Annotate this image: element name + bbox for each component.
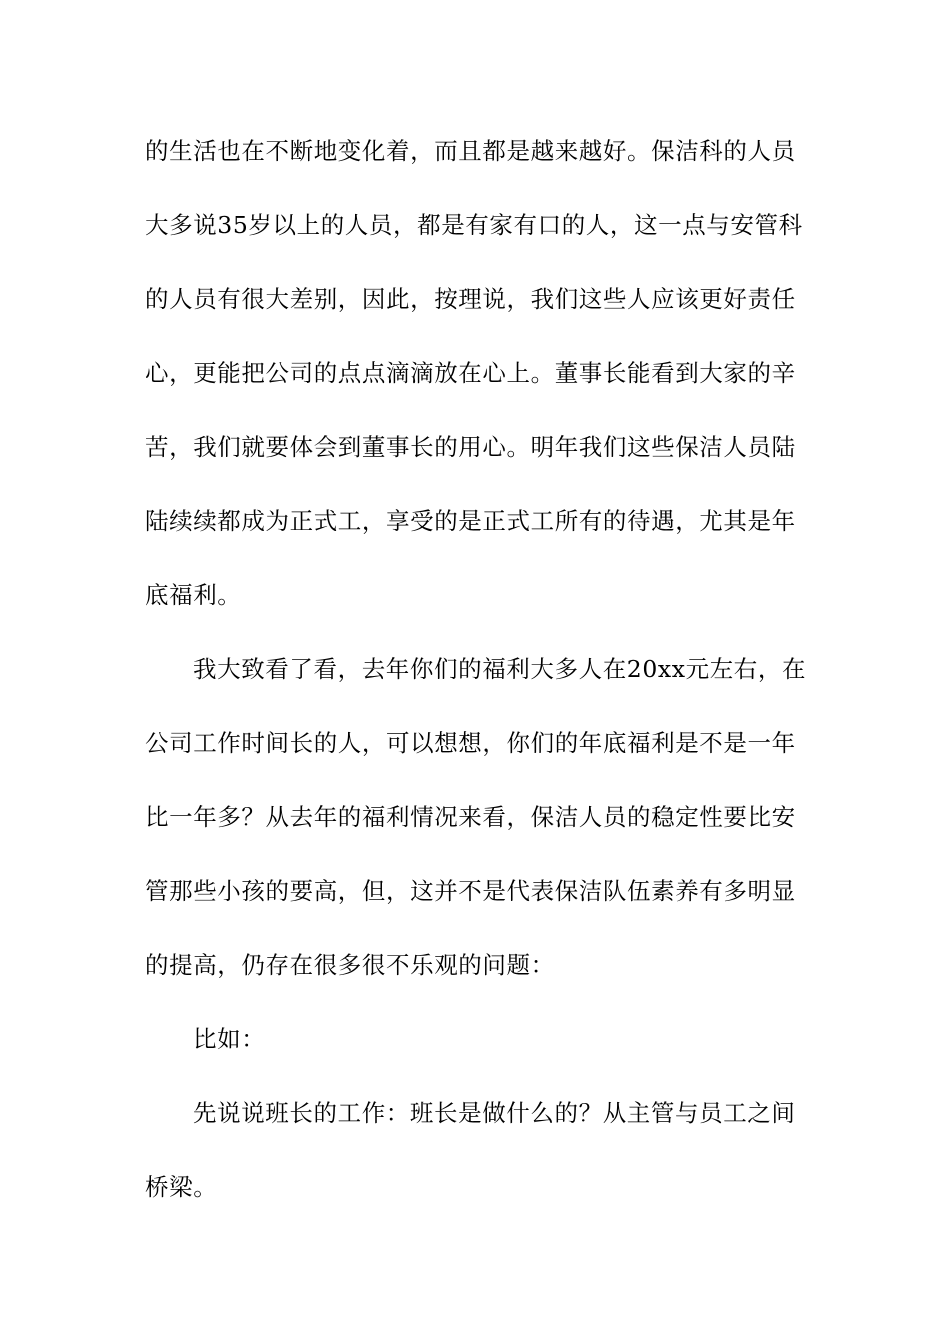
text-line-1: 的生活也在不断地变化着，而且都是越来越好。保洁科的人员 — [145, 137, 796, 165]
text-line-10: 比一年多？从去年的福利情况来看，保洁人员的稳定性要比安 — [145, 803, 796, 831]
text-line-9: 公司工作时间长的人，可以想想，你们的年底福利是不是一年 — [145, 729, 796, 757]
text-line-4: 心，更能把公司的点点滴滴放在心上。董事长能看到大家的辛 — [145, 359, 796, 387]
text-line-13: 比如： — [193, 1025, 266, 1053]
text-line-14: 先说说班长的工作：班长是做什么的？从主管与员工之间 — [193, 1099, 796, 1127]
text-line-2: 大多说35岁以上的人员，都是有家有口的人，这一点与安管科 — [145, 211, 803, 239]
text-line-15: 桥梁。 — [145, 1173, 218, 1201]
text-line-6: 陆续续都成为正式工，享受的是正式工所有的待遇，尤其是年 — [145, 507, 796, 535]
text-line-5: 苦，我们就要体会到董事长的用心。明年我们这些保洁人员陆 — [145, 433, 796, 461]
text-line-11: 管那些小孩的要高，但，这并不是代表保洁队伍素养有多明显 — [145, 877, 796, 905]
text-line-12: 的提高，仍存在很多很不乐观的问题： — [145, 951, 555, 979]
text-line-7: 底福利。 — [145, 581, 242, 609]
text-line-8: 我大致看了看，去年你们的福利大多人在20xx元左右，在 — [193, 655, 807, 683]
text-line-3: 的人员有很大差别，因此，按理说，我们这些人应该更好责任 — [145, 285, 796, 313]
